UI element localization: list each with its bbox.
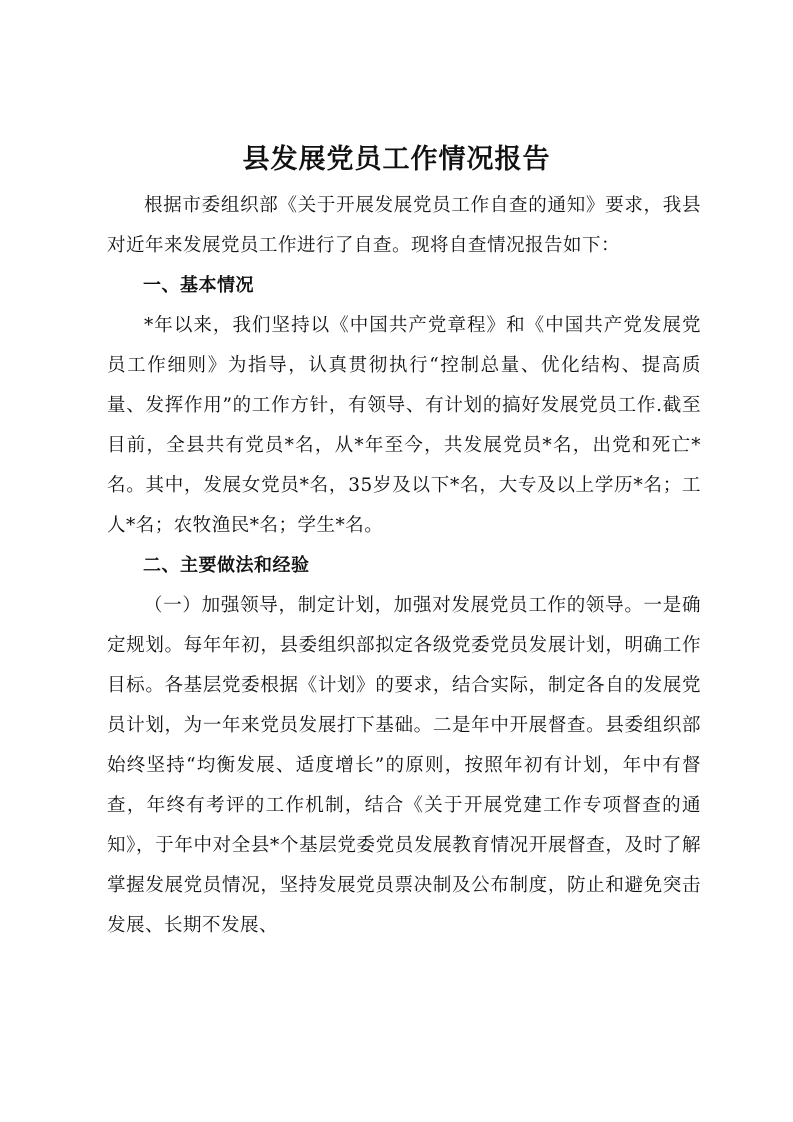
section-heading-methods-experience: 二、主要做法和经验 [143, 555, 310, 576]
section-heading-basic-situation: 一、基本情况 [143, 275, 254, 296]
methods-paragraph-1: （一）加强领导，制定计划，加强对发展党员工作的领导。一是确定规划。每年年初，县委组织部拟定各级党委党员发展计划，明确工作目标。各基层党委根据《计划》的要求，结合实际，制定各自的发展党员计划，为一年来党员发展打下基础。二是年中开展督查。县委组织部始终坚持“均衡发展、适度增长”的原则，按照年初有计划，年中有督查，年终有考评的工作机制，结合《关于开展党建工作专项督查的通知》，于年中对全县*个基层党委党员发展教育情况开展督查，及时了解掌握发展党员情况，坚持发展党员票决制及公布制度，防止和避免突击发展、长期不发展、 [107, 595, 701, 936]
basic-situation-paragraph: *年以来，我们坚持以《中国共产党章程》和《中国共产党发展党员工作细则》为指导，认真贯彻执行“控制总量、优化结构、提高质量、发挥作用”的工作方针，有领导、有计划的搞好发展党员工作.截至目前，全县共有党员*名，从*年至今，共发展党员*名，出党和死亡*名。其中，发展女党员*名，35岁及以下*名，大专及以上学历*名；工人*名；农牧渔民*名；学生*名。 [107, 315, 701, 536]
document-title: 县发展党员工作情况报告 [242, 144, 551, 175]
document-body [107, 186, 701, 946]
intro-paragraph: 根据市委组织部《关于开展发展党员工作自查的通知》要求，我县对近年来发展党员工作进行了自查。现将自查情况报告如下： [107, 195, 701, 256]
